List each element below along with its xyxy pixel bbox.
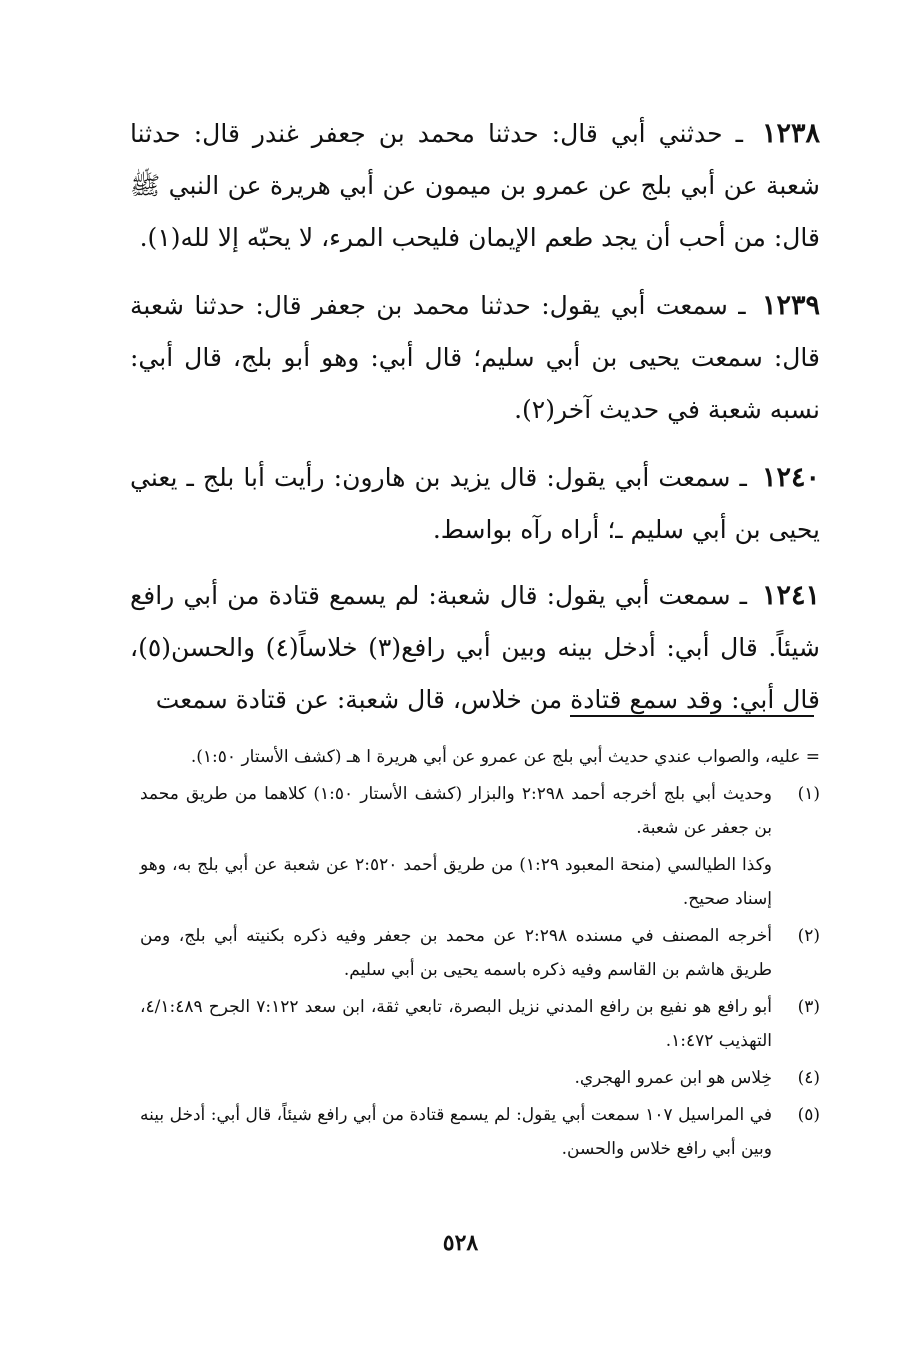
footnote-4 xyxy=(140,1061,820,1095)
hadith-text: ـ سمعت أبي يقول: قال يزيد بن هارون: رأيت أبا بلج ـ يعني يحيى بن أبي سليم ـ؛ أراه رآه بواسط. xyxy=(130,463,820,544)
hadith-text: ـ حدثني أبي قال: حدثنا محمد بن جعفر غندر قال: حدثنا شعبة عن أبي بلج عن عمرو بن ميمون عن أبي هريرة عن النبي ﷺ قال: من أحب أن يجد طعم الإيمان فليحب المرء، لا يحبّه إلا لله(١). xyxy=(130,119,820,252)
footnote-text: وحديث أبي بلج أخرجه أحمد ٢:٢٩٨ والبزار (كشف الأستار ١:٥٠) كلاهما من طريق محمد بن جعفر عن شعبة. xyxy=(140,784,772,838)
footnote-text: أبو رافع هو نفيع بن رافع المدني نزيل البصرة، تابعي ثقة، ابن سعد ٧:١٢٢ الجرح ٤/١:٤٨٩، التهذيب ١:٤٧٢. xyxy=(140,997,772,1051)
footnote-marker: (٣) xyxy=(797,997,820,1017)
footnote-marker: (٥) xyxy=(797,1105,820,1125)
footnote-continuation: = عليه، والصواب عندي حديث أبي بلج عن عمرو عن أبي هريرة ا هـ (كشف الأستار ١:٥٠). xyxy=(190,747,820,767)
footnote-text: وكذا الطيالسي (منحة المعبود ١:٢٩) من طريق أحمد ٢:٥٢٠ عن شعبة عن أبي بلج به، وهو إسناد صحيح. xyxy=(140,855,772,909)
hadith-number: ١٢٣٩ xyxy=(761,290,820,321)
footnote-marker: (٤) xyxy=(797,1068,820,1088)
hadith-number: ١٢٣٨ xyxy=(761,118,820,149)
footnote-text: خِلاس هو ابن عمرو الهجري. xyxy=(574,1068,772,1088)
hadith-paragraph xyxy=(130,108,820,264)
footnote-text: في المراسيل ١٠٧ سمعت أبي يقول: لم يسمع قتادة من أبي رافع شيئاً، قال أبي: أدخل بينه وبين أبي رافع خلاس والحسن. xyxy=(140,1105,773,1159)
footnote-divider xyxy=(570,715,814,717)
footnote-marker: (٢) xyxy=(797,926,820,946)
footnote-2 xyxy=(140,919,820,987)
main-text xyxy=(130,108,820,742)
hadith-paragraph xyxy=(130,452,820,556)
hadith-paragraph xyxy=(130,280,820,436)
hadith-number: ١٢٤١ xyxy=(761,580,820,611)
footnote-3 xyxy=(140,990,820,1058)
footnote-text: أخرجه المصنف في مسنده ٢:٢٩٨ عن محمد بن جعفر وفيه ذكره بكنيته أبي بلج، ومن طريق هاشم بن القاسم وفيه ذكره باسمه يحيى بن أبي سليم. xyxy=(140,926,772,980)
hadith-paragraph xyxy=(130,570,820,726)
hadith-text: ـ سمعت أبي يقول: قال شعبة: لم يسمع قتادة من أبي رافع شيئاً. قال أبي: أدخل بينه وبين أبي رافع(٣) خلاساً(٤) والحسن(٥)، قال أبي: وقد سمع قتادة من خلاس، قال شعبة: عن قتادة سمعت xyxy=(130,581,820,714)
footnote-5 xyxy=(140,1098,820,1166)
footnote-marker: (١) xyxy=(797,784,820,804)
footnote-1-continued xyxy=(140,848,820,916)
footnotes xyxy=(140,740,820,1169)
footnote-1 xyxy=(140,777,820,845)
page-number: ٥٢٨ xyxy=(442,1230,479,1256)
hadith-text: ـ سمعت أبي يقول: حدثنا محمد بن جعفر قال: حدثنا شعبة قال: سمعت يحيى بن أبي سليم؛ قال أبي: وهو أبو بلج، قال أبي: نسبه شعبة في حديث آخر(٢). xyxy=(130,291,820,424)
hadith-number: ١٢٤٠ xyxy=(761,462,820,493)
